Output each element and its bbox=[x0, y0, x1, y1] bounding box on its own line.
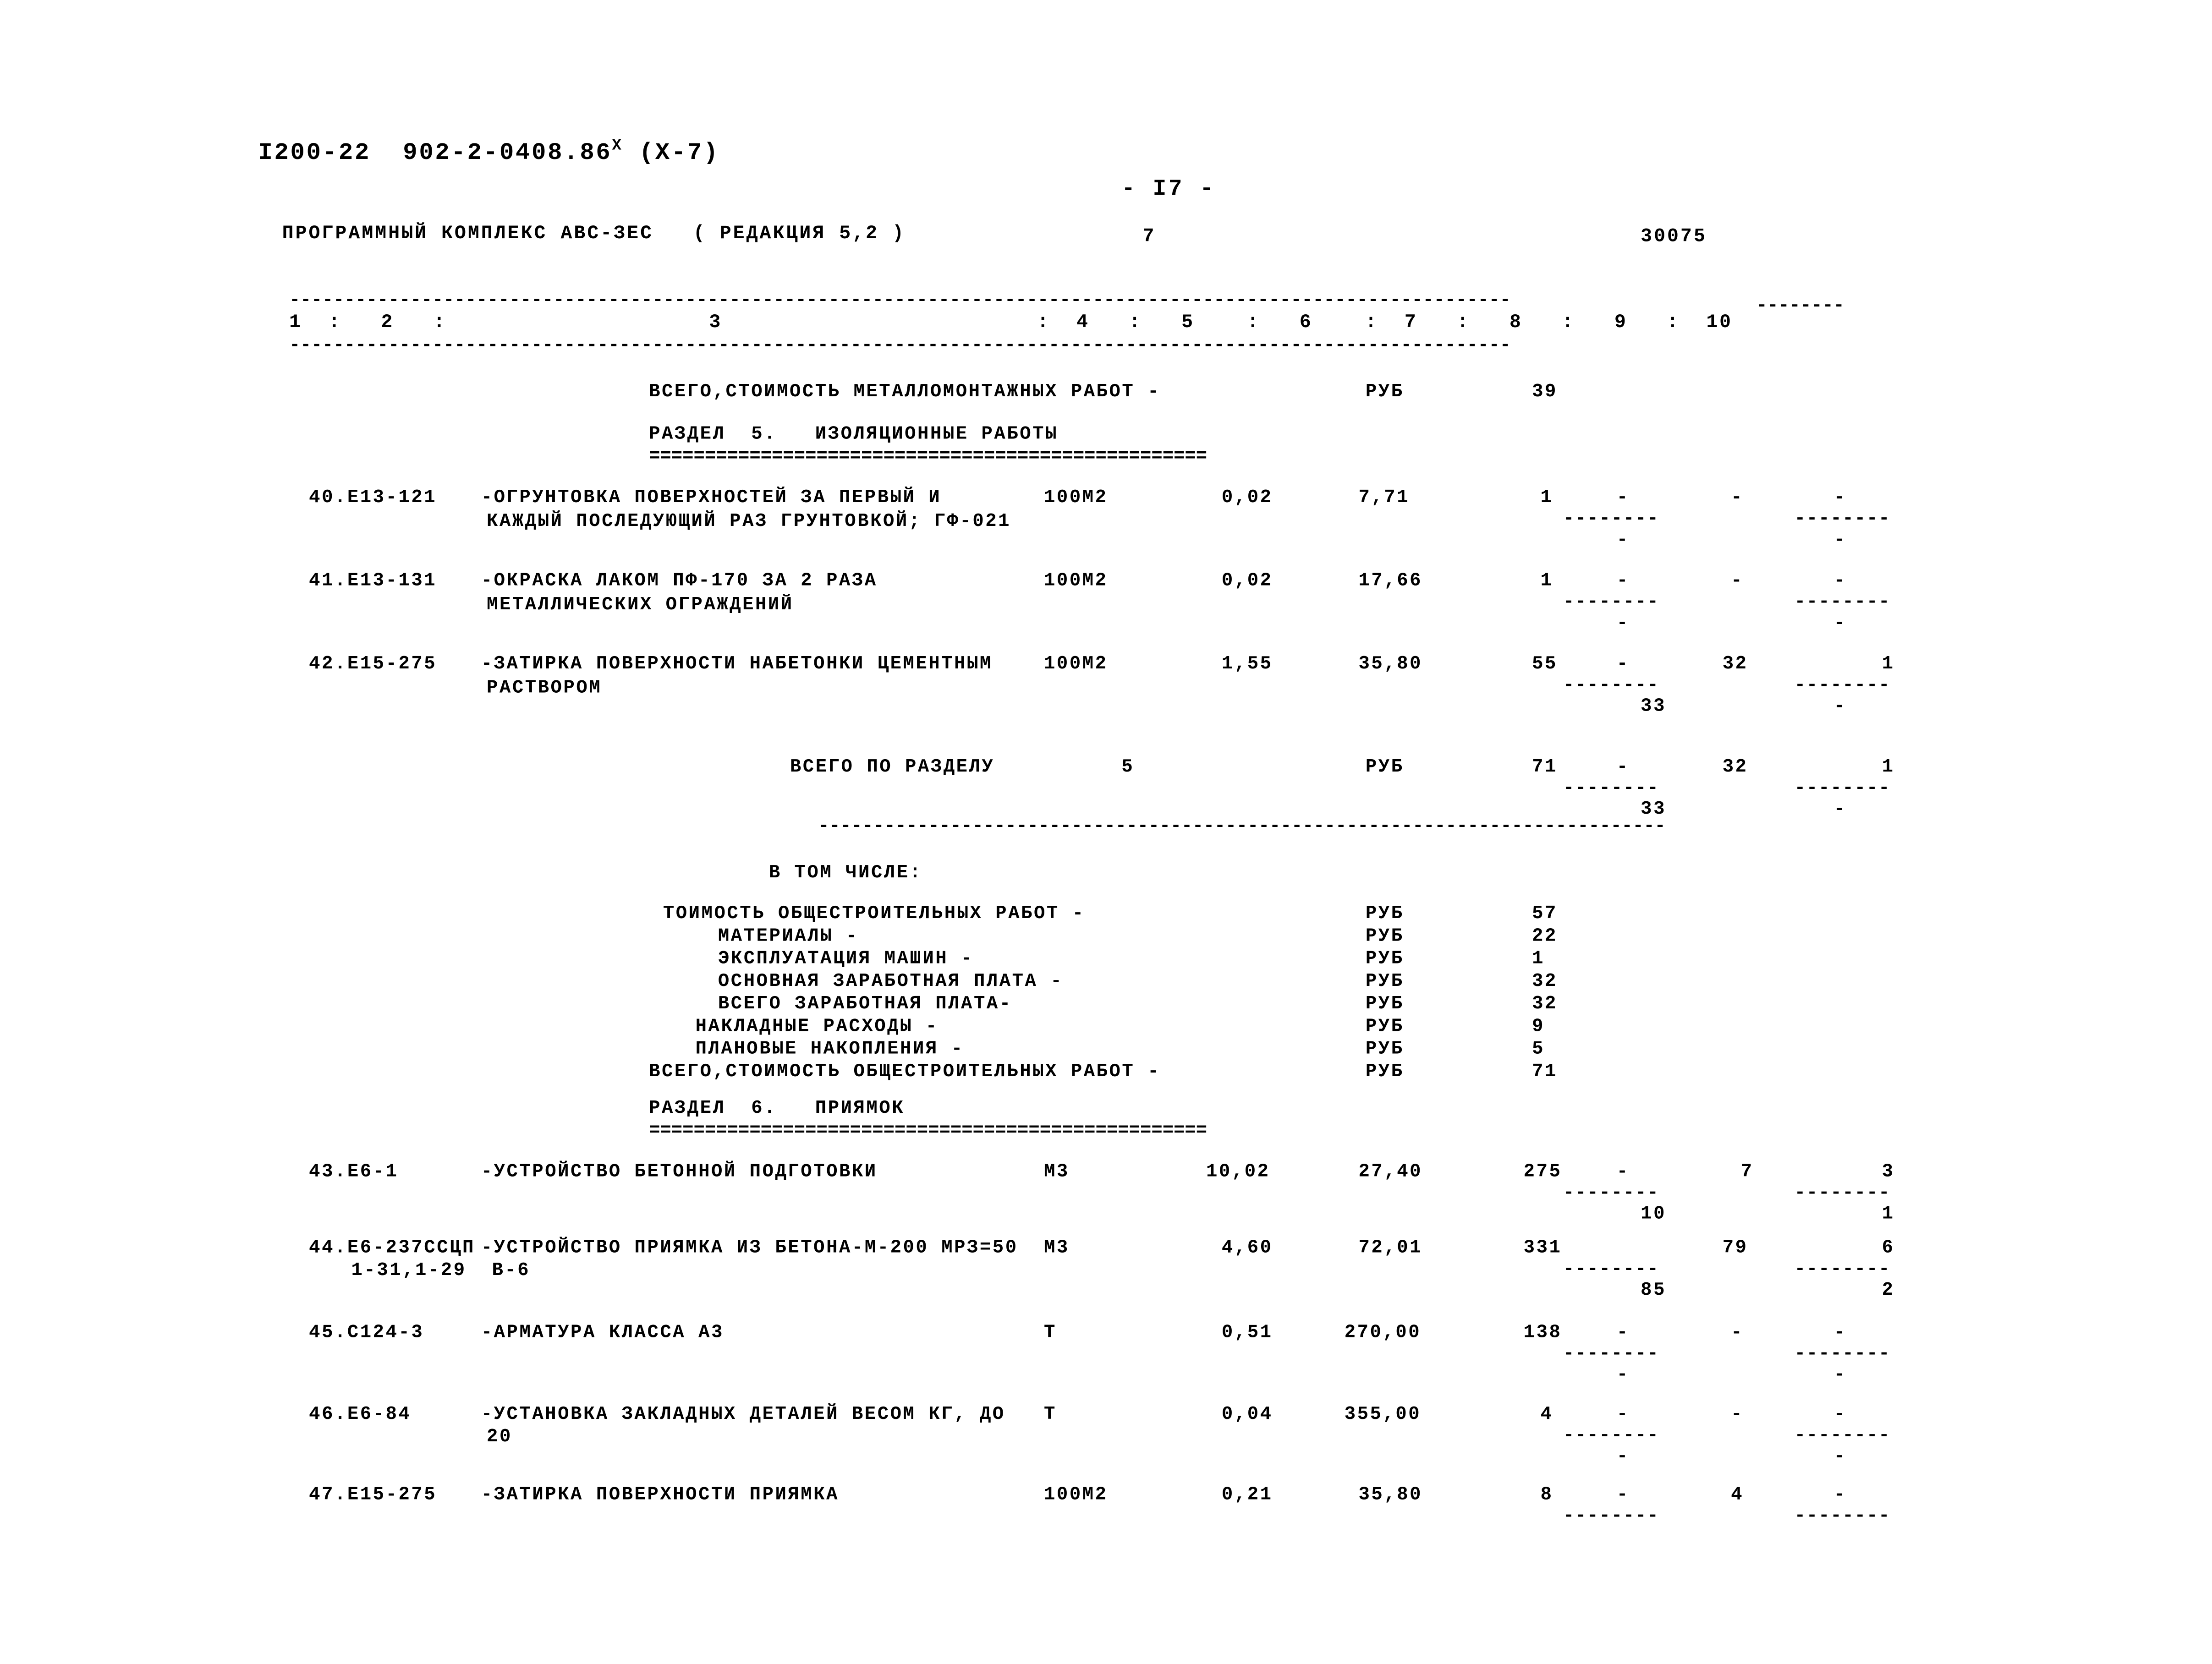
table-row-qty: 0,21 bbox=[1221, 1483, 1273, 1505]
metal-works-total-label: ВСЕГО,СТОИМОСТЬ МЕТАЛЛОМОНТАЖНЫХ РАБОТ - bbox=[649, 381, 1161, 402]
table-row-name: -АРМАТУРА КЛАССА А3 bbox=[481, 1321, 724, 1343]
table-row-col9: - bbox=[1731, 569, 1744, 591]
table-row-price: 17,66 bbox=[1358, 569, 1423, 591]
table-row-price: 72,01 bbox=[1358, 1237, 1423, 1258]
program-object-code: 30075 bbox=[1641, 227, 1707, 248]
table-row-col7: 331 bbox=[1523, 1237, 1562, 1258]
document-reference-superscript: X bbox=[612, 138, 623, 155]
section-5-total-col8-rule: -------- bbox=[1563, 777, 1659, 799]
table-row-name-cont: 20 bbox=[487, 1426, 512, 1447]
table-row-name: -УСТАНОВКА ЗАКЛАДНЫХ ДЕТАЛЕЙ ВЕСОМ КГ, ДО bbox=[481, 1403, 1005, 1425]
table-row-col9: - bbox=[1731, 1403, 1744, 1425]
table-row-col10: - bbox=[1833, 1483, 1847, 1505]
table-row-col9: - bbox=[1731, 487, 1744, 508]
table-row-col9: 7 bbox=[1740, 1160, 1754, 1182]
table-row-qty: 0,04 bbox=[1221, 1403, 1273, 1425]
breakdown-item-unit: РУБ bbox=[1365, 925, 1404, 947]
program-complex-line: ПРОГРАММНЫЙ КОМПЛЕКС АВС-ЗЕС ( РЕДАКЦИЯ 5,2 ) bbox=[282, 224, 906, 246]
program-sheet-number: 7 bbox=[1142, 227, 1155, 248]
table-row-col7: 138 bbox=[1523, 1321, 1562, 1343]
table-row-name-cont: МЕТАЛЛИЧЕСКИХ ОГРАЖДЕНИЙ bbox=[487, 594, 794, 615]
table-row-col10-sub: - bbox=[1833, 1445, 1847, 1467]
table-row-col8-rule: -------- bbox=[1563, 1505, 1659, 1526]
table-row-col8: - bbox=[1616, 1483, 1630, 1505]
table-row-code: 40.Е13-121 bbox=[309, 487, 437, 508]
table-row-col10-rule: -------- bbox=[1794, 591, 1891, 613]
table-row-col10: - bbox=[1833, 487, 1847, 508]
table-row-price: 270,00 bbox=[1344, 1321, 1422, 1343]
table-row-price: 27,40 bbox=[1358, 1160, 1423, 1182]
breakdown-item-unit: РУБ bbox=[1365, 993, 1404, 1014]
document-reference-code-text: I200-22 902-2-0408.86 bbox=[258, 140, 612, 168]
breakdown-item-value: 22 bbox=[1532, 925, 1558, 947]
table-row-col9: 32 bbox=[1722, 653, 1748, 674]
breakdown-item-value: 57 bbox=[1532, 903, 1558, 924]
section-5-total-col10: 1 bbox=[1882, 756, 1895, 777]
breakdown-item-label: ТОИМОСТЬ ОБЩЕСТРОИТЕЛЬНЫХ РАБОТ - bbox=[663, 903, 1085, 924]
breakdown-item-unit: РУБ bbox=[1365, 1015, 1404, 1037]
table-row-col8: - bbox=[1616, 569, 1630, 591]
breakdown-item-label: МАТЕРИАЛЫ - bbox=[718, 925, 859, 947]
table-row-qty: 0,02 bbox=[1221, 569, 1273, 591]
table-row-col8-sub: - bbox=[1616, 529, 1630, 550]
section-5-rule: ================================================== bbox=[649, 445, 1208, 467]
table-row-qty: 0,02 bbox=[1221, 487, 1273, 508]
table-row-code: 46.Е6-84 bbox=[309, 1403, 412, 1425]
table-row-col7: 55 bbox=[1532, 653, 1558, 674]
section-5-total-unit: РУБ bbox=[1365, 756, 1404, 777]
table-row-col10-rule: -------- bbox=[1794, 1342, 1891, 1364]
breakdown-item-label: ВСЕГО,СТОИМОСТЬ ОБЩЕСТРОИТЕЛЬНЫХ РАБОТ - bbox=[649, 1060, 1161, 1082]
table-row-col8-rule: -------- bbox=[1563, 1258, 1659, 1280]
table-row-code: 42.Е15-275 bbox=[309, 653, 437, 674]
section-5-total-col7: 71 bbox=[1532, 756, 1558, 777]
table-row-col10-sub: 2 bbox=[1882, 1279, 1895, 1301]
table-row-name: -УСТРОЙСТВО БЕТОННОЙ ПОДГОТОВКИ bbox=[481, 1160, 878, 1182]
breakdown-item-value: 9 bbox=[1532, 1015, 1545, 1037]
breakdown-item-unit: РУБ bbox=[1365, 970, 1404, 992]
breakdown-item-label: ВСЕГО ЗАРАБОТНАЯ ПЛАТА- bbox=[718, 993, 1012, 1014]
section-6-title: РАЗДЕЛ 6. ПРИЯМОК bbox=[649, 1097, 905, 1119]
table-row-col7: 4 bbox=[1540, 1403, 1553, 1425]
table-row-col7: 8 bbox=[1540, 1483, 1553, 1505]
table-row-col7: 1 bbox=[1540, 569, 1553, 591]
table-row-col8-sub: - bbox=[1616, 1445, 1630, 1467]
table-top-rule-extension: -------- bbox=[1756, 295, 1844, 316]
table-row-col10: 6 bbox=[1882, 1237, 1895, 1258]
table-row-unit: Т bbox=[1044, 1321, 1057, 1343]
table-row-col8-sub: - bbox=[1616, 612, 1630, 634]
table-row-name-cont: КАЖДЫЙ ПОСЛЕДУЮЩИЙ РАЗ ГРУНТОВКОЙ; ГФ-021 bbox=[487, 510, 1011, 532]
table-row-code: 47.Е15-275 bbox=[309, 1483, 437, 1505]
metal-works-total-unit: РУБ bbox=[1365, 381, 1404, 402]
table-row-col10-rule: -------- bbox=[1794, 674, 1891, 695]
table-row-col10: - bbox=[1833, 1321, 1847, 1343]
metal-works-total-value: 39 bbox=[1532, 381, 1558, 402]
table-row-col8-sub: 33 bbox=[1641, 695, 1667, 717]
table-row-col8-rule: -------- bbox=[1563, 508, 1659, 529]
table-row-col8-rule: -------- bbox=[1563, 1182, 1659, 1203]
table-row-col10-rule: -------- bbox=[1794, 508, 1891, 529]
breakdown-item-value: 32 bbox=[1532, 993, 1558, 1014]
table-row-price: 355,00 bbox=[1344, 1403, 1422, 1425]
table-row-col10-sub: - bbox=[1833, 612, 1847, 634]
table-row-unit: Т bbox=[1044, 1403, 1057, 1425]
breakdown-item-value: 1 bbox=[1532, 947, 1545, 969]
table-row-col10-rule: -------- bbox=[1794, 1505, 1891, 1526]
table-row-code: 44.Е6-237ССЦП bbox=[309, 1237, 475, 1258]
section-5-total-col8: - bbox=[1616, 756, 1630, 777]
section-5-total-col10-rule: -------- bbox=[1794, 777, 1891, 799]
breakdown-item-label: НАКЛАДНЫЕ РАСХОДЫ - bbox=[695, 1015, 939, 1037]
table-row-col10: 1 bbox=[1882, 653, 1895, 674]
table-row-name: -УСТРОЙСТВО ПРИЯМКА ИЗ БЕТОНА-М-200 МРЗ=50 bbox=[481, 1237, 1018, 1258]
table-row-col10-sub: - bbox=[1833, 529, 1847, 550]
table-row-col10-sub: - bbox=[1833, 695, 1847, 717]
table-row-col8: - bbox=[1616, 487, 1630, 508]
table-row-unit: 100М2 bbox=[1044, 487, 1108, 508]
table-row-name-cont: РАСТВОРОМ bbox=[487, 677, 602, 698]
table-row-unit: 100М2 bbox=[1044, 653, 1108, 674]
table-header-rule: --------------------------------------------------------------------------------------------------------------- bbox=[289, 334, 1511, 356]
breakdown-item-value: 32 bbox=[1532, 970, 1558, 992]
table-row-name: -ЗАТИРКА ПОВЕРХНОСТИ НАБЕТОНКИ ЦЕМЕНТНЫМ bbox=[481, 653, 993, 674]
table-row-price: 35,80 bbox=[1358, 1483, 1423, 1505]
table-row-col8-sub: - bbox=[1616, 1363, 1630, 1385]
table-row-price: 35,80 bbox=[1358, 653, 1423, 674]
table-row-col7: 275 bbox=[1523, 1160, 1562, 1182]
table-row-qty: 10,02 bbox=[1206, 1160, 1270, 1182]
breakdown-item-label: ОСНОВНАЯ ЗАРАБОТНАЯ ПЛАТА - bbox=[718, 970, 1064, 992]
table-row-col10: - bbox=[1833, 1403, 1847, 1425]
breakdown-item-unit: РУБ bbox=[1365, 1038, 1404, 1059]
table-row-unit: М3 bbox=[1044, 1237, 1070, 1258]
section-5-total-col9: 32 bbox=[1722, 756, 1748, 777]
table-row-name: -ЗАТИРКА ПОВЕРХНОСТИ ПРИЯМКА bbox=[481, 1483, 840, 1505]
table-row-col8-rule: -------- bbox=[1563, 591, 1659, 613]
breakdown-item-label: ПЛАНОВЫЕ НАКОПЛЕНИЯ - bbox=[695, 1038, 964, 1059]
table-row-unit: 100М2 bbox=[1044, 1483, 1108, 1505]
section-5-title: РАЗДЕЛ 5. ИЗОЛЯЦИОННЫЕ РАБОТЫ bbox=[649, 423, 1058, 444]
section-5-total-col10-sub: - bbox=[1833, 798, 1847, 820]
table-row-unit: М3 bbox=[1044, 1160, 1070, 1182]
breakdown-item-unit: РУБ bbox=[1365, 903, 1404, 924]
table-row-qty: 0,51 bbox=[1221, 1321, 1273, 1343]
table-row-col9: - bbox=[1731, 1321, 1744, 1343]
table-row-col7: 1 bbox=[1540, 487, 1553, 508]
table-row-code: 41.Е13-131 bbox=[309, 569, 437, 591]
table-row-col10: 3 bbox=[1882, 1160, 1895, 1182]
table-row-unit: 100М2 bbox=[1044, 569, 1108, 591]
breakdown-item-unit: РУБ bbox=[1365, 947, 1404, 969]
table-row-col8: - bbox=[1616, 653, 1630, 674]
table-row-col8-sub: 85 bbox=[1641, 1279, 1667, 1301]
table-row-name-cont: 1-31,1-29 В-6 bbox=[351, 1259, 531, 1281]
table-row-col10-rule: -------- bbox=[1794, 1182, 1891, 1203]
document-reference-tail: (X-7) bbox=[639, 140, 720, 168]
table-row-name: -ОГРУНТОВКА ПОВЕРХНОСТЕЙ ЗА ПЕРВЫЙ И bbox=[481, 487, 942, 508]
document-reference-code bbox=[258, 138, 719, 168]
table-row-code: 45.С124-3 bbox=[309, 1321, 424, 1343]
table-row-col8-sub: 10 bbox=[1641, 1203, 1667, 1225]
table-row-col10: - bbox=[1833, 569, 1847, 591]
table-row-col8-rule: -------- bbox=[1563, 674, 1659, 695]
breakdown-item-value: 5 bbox=[1532, 1038, 1545, 1059]
table-column-header: 1 : 2 : 3 : 4 : 5 : 6 : 7 : 8 : 9 : 10 bbox=[289, 313, 1733, 334]
table-row-col10-rule: -------- bbox=[1794, 1258, 1891, 1280]
section-6-rule: ================================================== bbox=[649, 1120, 1208, 1141]
table-row-col10-sub: - bbox=[1833, 1363, 1847, 1385]
section-5-total-col8-sub: 33 bbox=[1641, 798, 1667, 820]
breakdown-item-value: 71 bbox=[1532, 1060, 1558, 1082]
section-5-bottom-rule: ----------------------------------------------------------------------------- bbox=[818, 815, 1666, 837]
table-row-col8: - bbox=[1616, 1160, 1630, 1182]
table-row-col9: 79 bbox=[1722, 1237, 1748, 1258]
table-row-col8-rule: -------- bbox=[1563, 1424, 1659, 1446]
table-top-rule: --------------------------------------------------------------------------------------------------------------- bbox=[289, 289, 1511, 311]
table-row-col10-rule: -------- bbox=[1794, 1424, 1891, 1446]
table-row-name: -ОКРАСКА ЛАКОМ ПФ-170 ЗА 2 РАЗА bbox=[481, 569, 878, 591]
section-5-total-label: ВСЕГО ПО РАЗДЕЛУ bbox=[790, 756, 995, 777]
section-5-total-number: 5 bbox=[1121, 756, 1135, 777]
table-row-col9: 4 bbox=[1731, 1483, 1744, 1505]
table-row-code: 43.Е6-1 bbox=[309, 1160, 399, 1182]
page-number: - I7 - bbox=[1121, 176, 1216, 202]
table-row-col8: - bbox=[1616, 1403, 1630, 1425]
table-row-price: 7,71 bbox=[1358, 487, 1410, 508]
table-row-col10-sub: 1 bbox=[1882, 1203, 1895, 1225]
breakdown-item-label: ЭКСПЛУАТАЦИЯ МАШИН - bbox=[718, 947, 974, 969]
table-row-qty: 1,55 bbox=[1221, 653, 1273, 674]
breakdown-item-unit: РУБ bbox=[1365, 1060, 1404, 1082]
table-row-col8: - bbox=[1616, 1321, 1630, 1343]
table-row-qty: 4,60 bbox=[1221, 1237, 1273, 1258]
table-row-col8-rule: -------- bbox=[1563, 1342, 1659, 1364]
breakdown-title: В ТОМ ЧИСЛЕ: bbox=[768, 861, 922, 883]
